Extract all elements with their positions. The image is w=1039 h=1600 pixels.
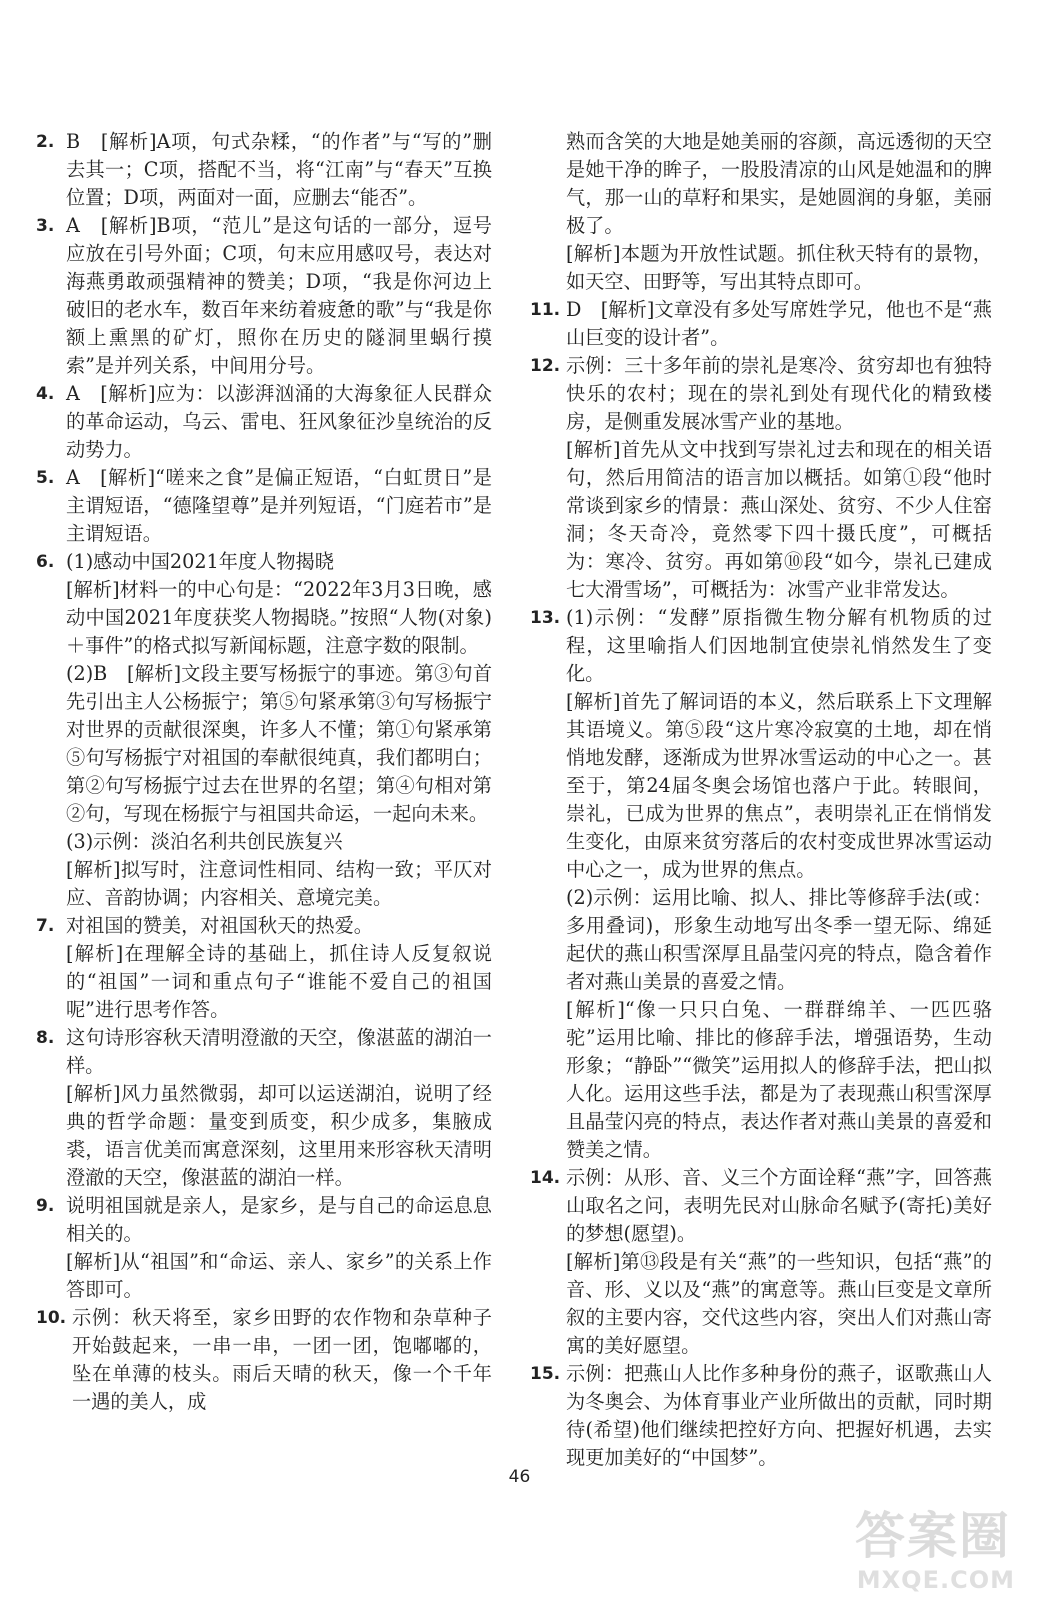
answer-text: A [解析]B项，“范儿”是这句话的一部分，逗号应放在引号外面；C项，句末应用感叹号，表达对海燕勇敢顽强精神的赞美；D项，“我是你河边上破旧的老水车，数百年来纺着疲惫的歌”与“我是你额上熏黑的矿灯，照你在历史的隧洞里蜗行摸索”是并列关系，中间用分号。 — [66, 214, 492, 377]
analysis-text: [解析]首先了解词语的本义，然后联系上下文理解其语境义。第⑤段“这片寒冷寂寞的土地，却在悄悄地发酵，逐渐成为世界冰雪运动的中心之一。甚至于，第24届冬奥会场馆也落户于此。转眼间，崇礼，已成为世界的焦点”，表明崇礼正在悄悄发生变化，由原来贫穷落后的农村变成世界冰雪运动中心之一，成为世界的焦点。 — [566, 690, 992, 881]
analysis-text: [解析]从“祖国”和“命运、亲人、家乡”的关系上作答即可。 — [66, 1250, 492, 1301]
question-number: 4. — [36, 384, 55, 404]
answer-item — [530, 352, 992, 604]
watermark-logo: 答案圈 — [855, 1507, 1011, 1565]
analysis-text: [解析]在理解全诗的基础上，抓住诗人反复叙说的“祖国”一词和重点句子“谁能不爱自己的祖国呢”进行思考作答。 — [66, 942, 492, 1021]
answer-item — [36, 1192, 492, 1304]
answer-text: A [解析]应为：以澎湃汹涌的大海象征人民群众的革命运动，乌云、雷电、狂风象征沙皇统治的反动势力。 — [66, 382, 492, 461]
page-number: 46 — [508, 1467, 531, 1487]
answer-item — [530, 1360, 992, 1472]
answer-text: (1)感动中国2021年度人物揭晓 — [66, 550, 334, 573]
answer-text: D [解析]文章没有多处写席姓学兄，他也不是“燕山巨变的设计者”。 — [566, 298, 992, 349]
analysis-text: [解析]拟写时，注意词性相同、结构一致；平仄对应、音韵协调；内容相关、意境完美。 — [66, 858, 492, 909]
analysis-text: [解析]风力虽然微弱，却可以运送湖泊，说明了经典的哲学命题：量变到质变，积少成多，集腋成裘，语言优美而寓意深刻，这里用来形容秋天清明澄澈的天空，像湛蓝的湖泊一样。 — [66, 1082, 492, 1189]
question-number: 10. — [36, 1308, 67, 1328]
analysis-text: [解析]本题为开放性试题。抓住秋天特有的景物，如天空、田野等，写出其特点即可。 — [566, 242, 992, 293]
answer-item — [36, 380, 492, 464]
question-number: 6. — [36, 552, 55, 572]
answer-text: 示例：从形、音、义三个方面诠释“燕”字，回答燕山取名之问，表明先民对山脉命名赋予(寄托)美好的梦想(愿望)。 — [566, 1166, 992, 1245]
answer-text: 熟而含笑的大地是她美丽的容颜，高远透彻的天空是她干净的眸子，一股股清凉的山风是她温和的脾气，那一山的草籽和果实，是她圆润的身躯，美丽极了。 — [566, 130, 992, 237]
answer-item — [530, 296, 992, 352]
question-number: 3. — [36, 216, 55, 236]
answer-item — [36, 1304, 492, 1416]
question-number: 15. — [530, 1364, 561, 1384]
answer-text: 说明祖国就是亲人，是家乡，是与自己的命运息息相关的。 — [66, 1194, 492, 1245]
question-number: 9. — [36, 1196, 55, 1216]
watermark — [826, 1494, 1021, 1594]
answer-item — [36, 548, 492, 912]
answer-item — [36, 912, 492, 1024]
answer-text: (2)B [解析]文段主要写杨振宁的事迹。第③句首先引出主人公杨振宁；第⑤句紧承第③句写杨振宁对世界的贡献很深奥，许多人不懂；第①句紧承第⑤句写杨振宁对祖国的奉献很纯真，我们都明白；第②句写杨振宁过去在世界的名望；第④句相对第②句，写现在杨振宁与祖国共命运，一起向未来。 — [66, 662, 492, 825]
answer-text: A [解析]“嗟来之食”是偏正短语，“白虹贯日”是主谓短语，“德隆望尊”是并列短语，“门庭若市”是主谓短语。 — [66, 466, 492, 545]
answer-text: (3)示例：淡泊名利共创民族复兴 — [66, 830, 343, 853]
question-number: 5. — [36, 468, 55, 488]
answer-text: (2)示例：运用比喻、拟人、排比等修辞手法(或：多用叠词)，形象生动地写出冬季一望无际、绵延起伏的燕山积雪深厚且晶莹闪亮的特点，隐含着作者对燕山美景的喜爱之情。 — [566, 886, 992, 993]
question-number: 14. — [530, 1168, 561, 1188]
question-number: 2. — [36, 132, 55, 152]
answer-text: 示例：秋天将至，家乡田野的农作物和杂草种子开始鼓起来，一串一串，一团一团，饱嘟嘟的，坠在单薄的枝头。雨后天晴的秋天，像一个千年一遇的美人，成 — [72, 1306, 492, 1413]
answer-text: 对祖国的赞美，对祖国秋天的热爱。 — [66, 914, 373, 937]
answer-item — [530, 604, 992, 1164]
answer-item — [36, 212, 492, 380]
question-number: 7. — [36, 916, 55, 936]
answer-text: 示例：三十多年前的崇礼是寒冷、贫穷却也有独特快乐的农村；现在的崇礼到处有现代化的精致楼房，是侧重发展冰雪产业的基地。 — [566, 354, 992, 433]
question-number: 13. — [530, 608, 561, 628]
answer-item — [36, 128, 492, 212]
watermark-url: MXQE.COM — [856, 1566, 1015, 1594]
analysis-text: [解析]材料一的中心句是：“2022年3月3日晚，感动中国2021年度获奖人物揭晓。”按照“人物(对象)＋事件”的格式拟写新闻标题，注意字数的限制。 — [66, 578, 492, 657]
answer-text: B [解析]A项，句式杂糅，“的作者”与“写的”删去其一；C项，搭配不当，将“江南”与“春天”互换位置；D项，两面对一面，应删去“能否”。 — [66, 130, 492, 209]
question-number: 8. — [36, 1028, 55, 1048]
answer-text: 这句诗形容秋天清明澄澈的天空，像湛蓝的湖泊一样。 — [66, 1026, 492, 1077]
analysis-text: [解析]“像一只只白兔、一群群绵羊、一匹匹骆驼”运用比喻、排比的修辞手法，增强语势，生动形象；“静卧”“微笑”运用拟人的修辞手法，把山拟人化。运用这些手法，都是为了表现燕山积雪深厚且晶莹闪亮的特点，表达作者对燕山美景的喜爱和赞美之情。 — [566, 998, 992, 1161]
answer-text: 示例：把燕山人比作多种身份的燕子，讴歌燕山人为冬奥会、为体育事业产业所做出的贡献，同时期待(希望)他们继续把控好方向、把握好机遇，去实现更加美好的“中国梦”。 — [566, 1362, 992, 1469]
left-column — [36, 128, 492, 1416]
answer-item — [36, 464, 492, 548]
answer-text: (1)示例：“发酵”原指微生物分解有机物质的过程，这里喻指人们因地制宜使崇礼悄然发生了变化。 — [566, 606, 992, 685]
right-column — [530, 128, 992, 1472]
analysis-text: [解析]第⑬段是有关“燕”的一些知识，包括“燕”的音、形、义以及“燕”的寓意等。燕山巨变是文章所叙的主要内容，交代这些内容，突出人们对燕山寄寓的美好愿望。 — [566, 1250, 992, 1357]
question-number: 11. — [530, 300, 561, 320]
analysis-text: [解析]首先从文中找到写崇礼过去和现在的相关语句，然后用简洁的语言加以概括。如第①段“他时常谈到家乡的情景：燕山深处、贫穷、不少人住窑洞；冬天奇冷，竟然零下四十摄氏度”，可概括为：寒冷、贫穷。再如第⑩段“如今，崇礼已建成七大滑雪场”，可概括为：冰雪产业非常发达。 — [566, 438, 992, 601]
answer-item — [530, 128, 992, 296]
answer-item — [530, 1164, 992, 1360]
question-number: 12. — [530, 356, 561, 376]
answer-item — [36, 1024, 492, 1192]
